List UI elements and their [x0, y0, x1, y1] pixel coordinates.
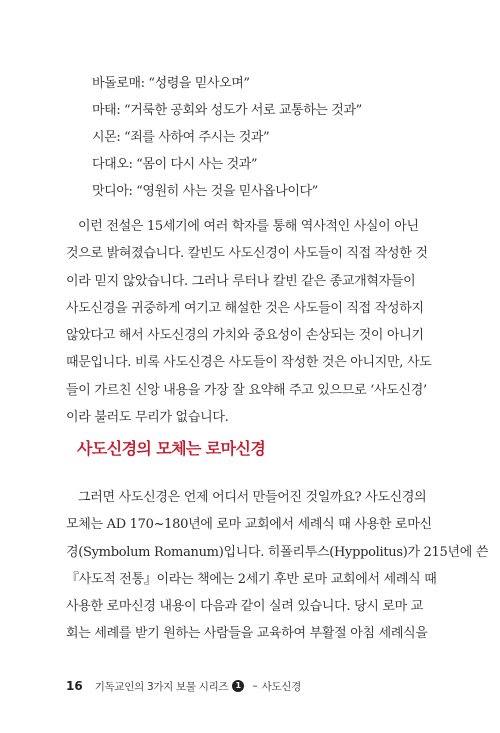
quote-line: 마태: “거룩한 공회와 성도가 서로 교통하는 것과”	[92, 103, 362, 118]
text-line: 이라 불러도 무리가 없습니다.	[66, 410, 229, 426]
text-line: 이런 전설은 15세기에 여러 학자를 통해 역사적인 사실이 아닌	[78, 219, 419, 234]
text-line: 『사도적 전통』이라는 책에는 2세기 후반 로마 교회에서 세례식 때	[66, 571, 437, 587]
quote-line: 맛디아: “영원히 사는 것을 믿사옵나이다”	[92, 184, 318, 199]
quote-line: 시몬: “죄를 사하여 주시는 것과”	[92, 130, 270, 145]
body-paragraph-2	[66, 484, 489, 648]
text-line: 사도신경을 귀중하게 여기고 해설한 것은 사도들이 직접 작성하지	[66, 300, 424, 316]
quote-line: 다대오: “몸이 다시 사는 것과”	[92, 157, 258, 172]
text-line: 이라 믿지 않았습니다. 그러나 루터나 칼빈 같은 종교개혁자들이	[66, 273, 416, 289]
apostle-quotes-list	[92, 70, 452, 205]
quote-line: 바돌로매: “성령을 믿사오며”	[92, 76, 250, 91]
body-paragraph-1	[66, 213, 440, 431]
page-footer	[66, 676, 301, 696]
text-line: 않았다고 해서 사도신경의 가치와 중요성이 손상되는 것이 아니기	[66, 328, 424, 344]
text-line: 들이 가르친 신앙 내용을 가장 잘 요약해 주고 있으므로 ‘사도신경’	[66, 382, 427, 398]
series-title: 기독교인의 3가지 보물 시리즈	[94, 680, 229, 693]
text-line: 그러면 사도신경은 언제 어디서 만들어진 것일까요? 사도신경의	[78, 490, 427, 505]
text-line: 경(Symbolum Romanum)입니다. 히폴리투스(Hyppolitus)가 215년에 쓴	[66, 544, 489, 560]
text-line: 때문입니다. 비록 사도신경은 사도들이 작성한 것은 아니지만, 사도	[66, 355, 432, 371]
series-subtitle: 사도신경	[261, 680, 301, 693]
text-line: 것으로 밝혀졌습니다. 칼빈도 사도신경이 사도들이 직접 작성한 것	[66, 246, 428, 262]
text-line: 회는 세례를 받기 원하는 사람들을 교육하여 부활절 아침 세례식을	[66, 626, 428, 642]
text-line: 사용한 로마신경 내용이 다음과 같이 실려 있습니다. 당시 로마 교	[66, 599, 424, 615]
series-number-badge: 1	[232, 680, 244, 692]
section-heading: 사도신경의 모체는 로마신경	[77, 439, 266, 458]
text-line: 모체는 AD 170~180년에 로마 교회에서 세례식 때 사용한 로마신	[66, 517, 432, 533]
page-number: 16	[66, 679, 83, 693]
series-separator: –	[252, 680, 258, 692]
